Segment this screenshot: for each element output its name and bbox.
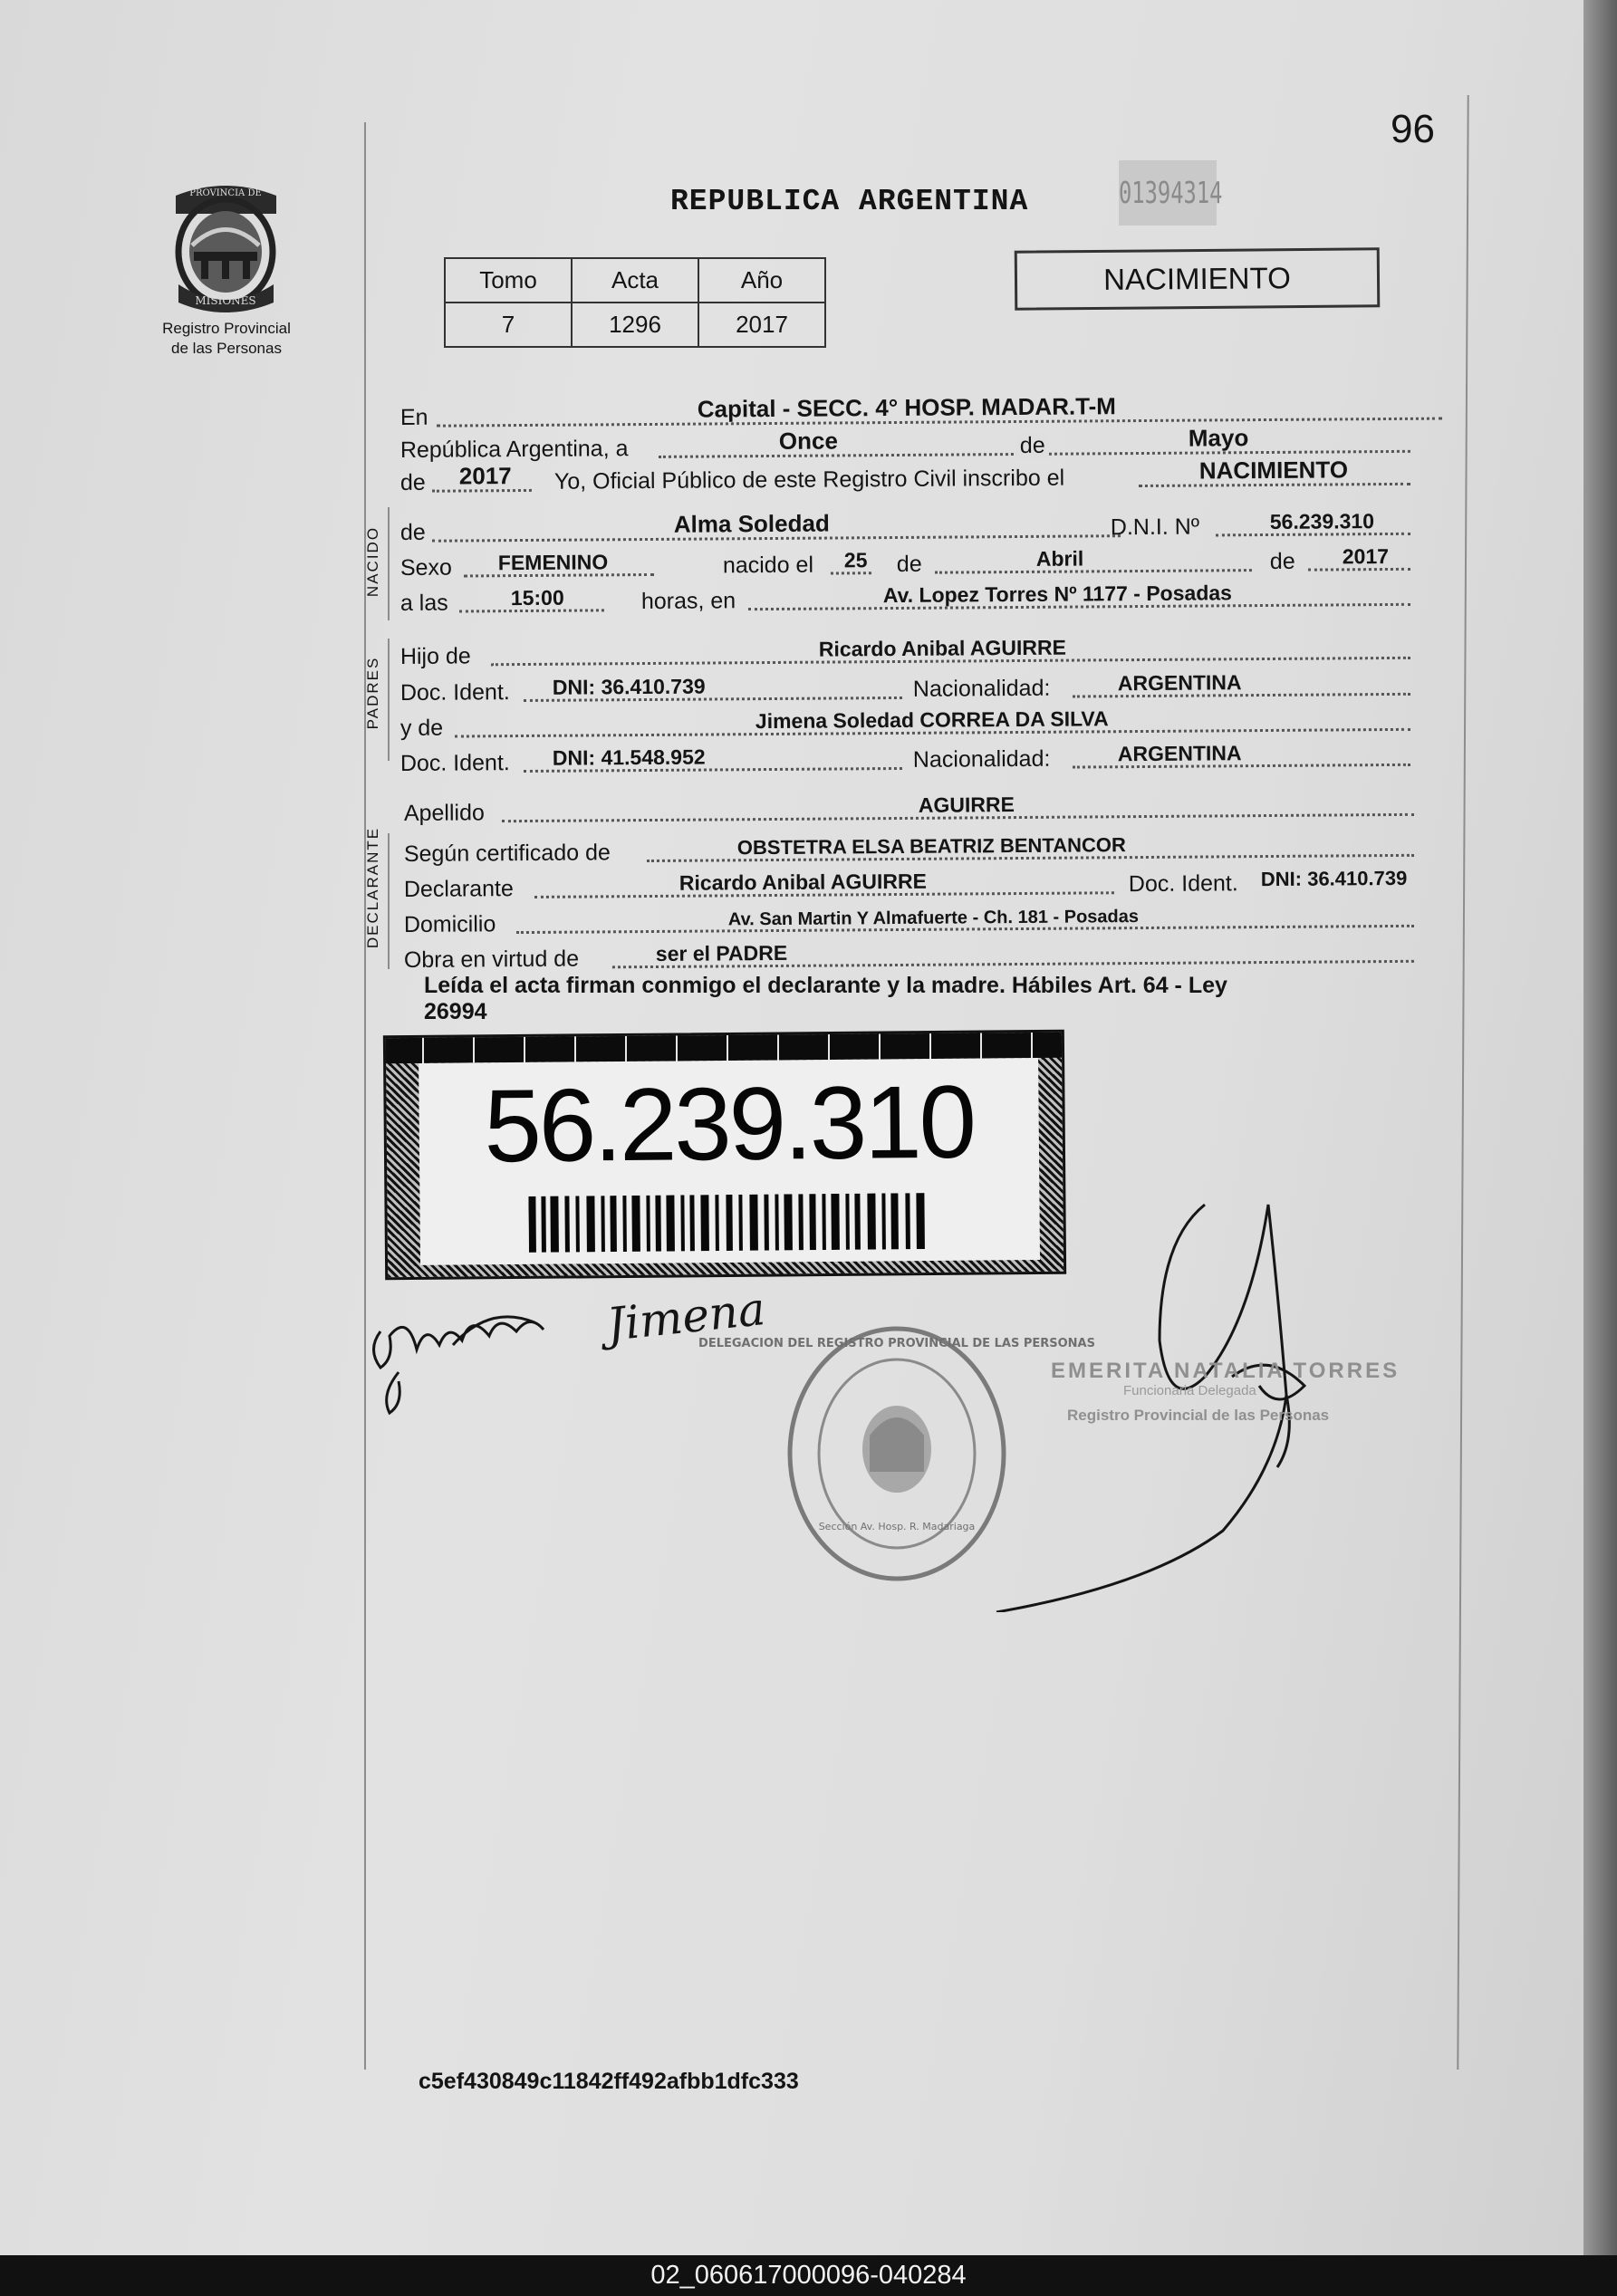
legal-note bbox=[424, 973, 1429, 1025]
dotted-line bbox=[935, 568, 1252, 574]
legal-note-line1: Leída el acta firman conmigo el declarante y la madre. Hábiles Art. 64 - Ley bbox=[424, 973, 1227, 998]
seal-text-ring: DELEGACION DEL REGISTRO PROVINCIAL DE LAS PERSONAS bbox=[698, 1337, 1095, 1350]
registry-name-line1: Registro Provincial bbox=[162, 320, 291, 337]
capacity-label: Obra en virtud de bbox=[403, 946, 580, 973]
left-margin-rule bbox=[364, 122, 366, 2070]
address-label: Domicilio bbox=[403, 911, 496, 937]
day-value: Once bbox=[778, 427, 838, 455]
mother-nationality-value: ARGENTINA bbox=[1117, 741, 1242, 766]
time-value: 15:00 bbox=[510, 585, 564, 610]
statement-text: Yo, Oficial Público de este Registro Civil inscribo el bbox=[553, 465, 1065, 495]
row-surname bbox=[404, 783, 1446, 827]
crest-text-bottom: MISIONES bbox=[195, 294, 256, 307]
legal-note-line2: 26994 bbox=[424, 999, 487, 1024]
section-label-padres: PADRES bbox=[364, 656, 381, 730]
address-value: Av. San Martin Y Almafuerte - Ch. 181 - Posadas bbox=[727, 907, 1140, 930]
month-label: de bbox=[1016, 433, 1049, 459]
year-value: 2017 bbox=[458, 462, 512, 490]
de-label-1: de bbox=[896, 551, 922, 577]
mother-doc-value: DNI: 41.548.952 bbox=[552, 745, 706, 770]
volume-header-ano: Año bbox=[698, 258, 825, 303]
scanner-edge bbox=[1583, 0, 1617, 2255]
page-number: 96 bbox=[1391, 107, 1435, 151]
document-hash: c5ef430849c11842ff492afbb1dfc333 bbox=[419, 2069, 799, 2094]
volume-table bbox=[444, 257, 826, 348]
record-type-box: NACIMIENTO bbox=[1015, 247, 1381, 311]
declarant-doc-value: DNI: 36.410.739 bbox=[1260, 866, 1408, 891]
row-year-statement bbox=[400, 453, 1442, 496]
section-rule-declarante bbox=[388, 833, 390, 969]
row-time-place bbox=[400, 573, 1442, 617]
declarant-label: Declarante bbox=[403, 876, 514, 902]
child-of-label: Hijo de bbox=[399, 643, 471, 669]
volume-value-ano: 2017 bbox=[698, 303, 825, 347]
event-value: NACIMIENTO bbox=[1198, 456, 1349, 485]
serial-number: 01394314 bbox=[1119, 160, 1217, 226]
nationality-label: Nacionalidad: bbox=[912, 745, 1051, 773]
certificate-label: Según certificado de bbox=[403, 840, 611, 867]
certificate-value: OBSTETRA ELSA BEATRIZ BENTANCOR bbox=[736, 833, 1126, 860]
place-value: Capital - SECC. 4° HOSP. MADAR.T-M bbox=[697, 392, 1117, 423]
time-label: a las bbox=[399, 590, 448, 616]
country-label: República Argentina, a bbox=[399, 436, 629, 464]
capacity-value: ser el PADRE bbox=[655, 940, 788, 965]
row-capacity bbox=[404, 930, 1446, 974]
volume-value-acta: 1296 bbox=[572, 303, 698, 347]
section-label-nacido: NACIDO bbox=[364, 525, 381, 598]
official-stamp-title: Funcionaria Delegada bbox=[1123, 1383, 1256, 1398]
crest-text-top: PROVINCIA DE bbox=[189, 188, 262, 198]
place-label: En bbox=[399, 404, 428, 431]
father-doc-value: DNI: 36.410.739 bbox=[552, 674, 706, 699]
volume-header-acta: Acta bbox=[572, 258, 698, 303]
year-label: de bbox=[399, 469, 426, 495]
surname-value: AGUIRRE bbox=[918, 793, 1015, 817]
volume-table-value-row bbox=[445, 303, 825, 347]
father-name-value: Ricardo Anibal AGUIRRE bbox=[818, 635, 1066, 661]
birth-day-value: 25 bbox=[843, 548, 868, 572]
volume-table-header-row bbox=[445, 258, 825, 303]
father-nationality-value: ARGENTINA bbox=[1117, 670, 1242, 696]
barcode-number: 56.239.310 bbox=[483, 1064, 975, 1185]
row-mother-doc bbox=[400, 734, 1442, 777]
birth-year-value: 2017 bbox=[1342, 544, 1390, 569]
mother-name-value: Jimena Soledad CORREA DA SILVA bbox=[755, 706, 1109, 734]
dni-value: 56.239.310 bbox=[1269, 509, 1375, 533]
registry-name-line2: de las Personas bbox=[171, 340, 282, 357]
volume-value-tomo: 7 bbox=[445, 303, 572, 347]
doc-label: Doc. Ident. bbox=[399, 679, 510, 706]
declarant-signature bbox=[374, 1317, 544, 1413]
signatures-and-seal bbox=[362, 1177, 1504, 1612]
nationality-label: Nacionalidad: bbox=[912, 675, 1051, 702]
dni-label: D.N.I. Nº bbox=[1110, 514, 1200, 541]
document-title: REPUBLICA ARGENTINA bbox=[670, 185, 1029, 218]
birth-month-value: Abril bbox=[1035, 546, 1084, 571]
section-rule-padres bbox=[388, 639, 390, 761]
seal-text-inner: Sección Av. Hosp. R. Madariaga bbox=[818, 1521, 976, 1532]
section-label-declarante: DECLARANTE bbox=[364, 826, 381, 949]
section-rule-nacido bbox=[388, 507, 390, 620]
scan-filename: 02_060617000096-040284 bbox=[0, 2255, 1617, 2296]
official-seal-icon bbox=[698, 1329, 1095, 1579]
and-label: y de bbox=[399, 715, 444, 741]
child-name-label: de bbox=[399, 519, 426, 545]
declarant-doc-label: Doc. Ident. bbox=[1128, 870, 1238, 898]
official-stamp-name: EMERITA NATALIA TORRES bbox=[1051, 1359, 1400, 1383]
hours-label: horas, en bbox=[640, 588, 736, 615]
surname-label: Apellido bbox=[403, 800, 485, 826]
born-label: nacido el bbox=[722, 552, 814, 579]
month-value: Mayo bbox=[1188, 424, 1249, 452]
sex-value: FEMENINO bbox=[497, 550, 609, 575]
declarant-value: Ricardo Anibal AGUIRRE bbox=[679, 869, 927, 895]
volume-header-tomo: Tomo bbox=[445, 258, 572, 303]
doc-label: Doc. Ident. bbox=[399, 750, 510, 776]
sex-label: Sexo bbox=[399, 554, 452, 581]
de-label-2: de bbox=[1269, 548, 1295, 574]
mother-signature: Jimena bbox=[604, 1282, 768, 1351]
child-name-value: Alma Soledad bbox=[673, 509, 830, 538]
birth-place-value: Av. Lopez Torres Nº 1177 - Posadas bbox=[882, 581, 1232, 608]
official-stamp-registry: Registro Provincial de las Personas bbox=[1067, 1407, 1330, 1424]
province-crest-icon bbox=[165, 178, 287, 313]
